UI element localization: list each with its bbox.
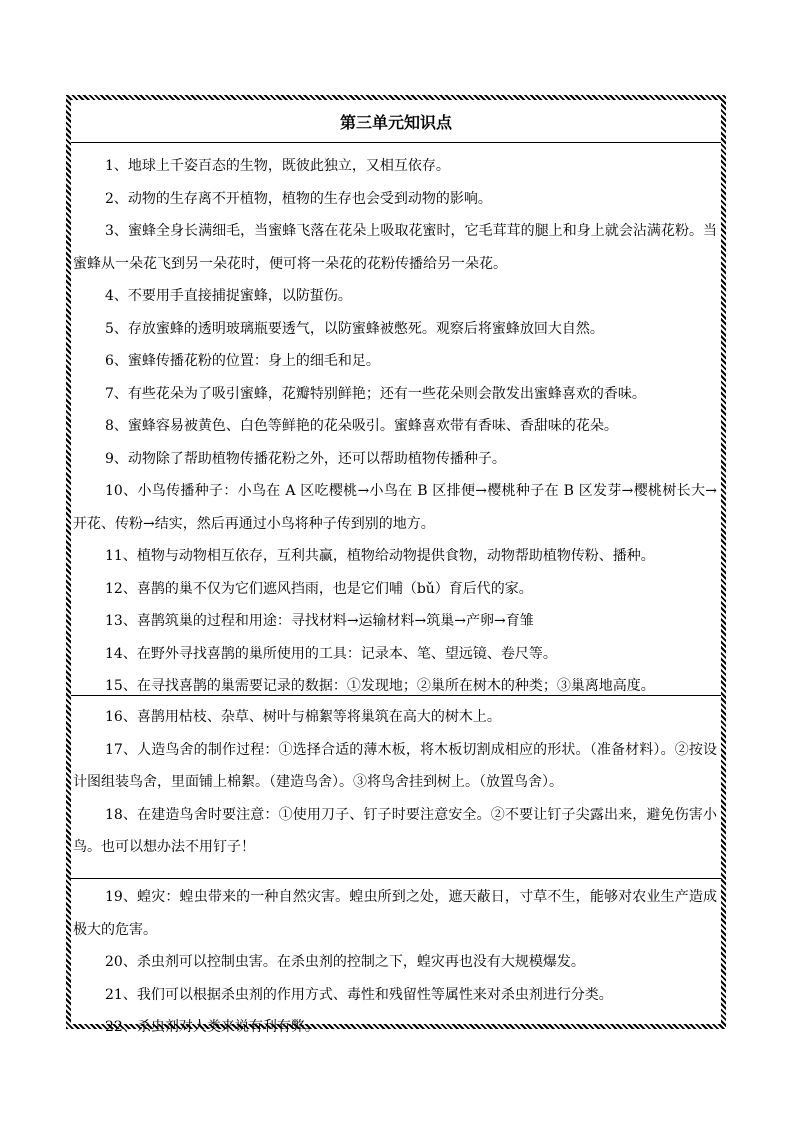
list-item: 2、动物的生存离不开植物，植物的生存也会受到动物的影响。 [105, 190, 492, 207]
section-1 [71, 150, 721, 696]
list-item: 11、植物与动物相互依存，互利共赢，植物给动物提供食物，动物帮助植物传粉、播种。 [105, 548, 655, 564]
list-item: 12、喜鹊的巢不仅为它们遮风挡雨，也是它们哺（bǔ）育后代的家。 [105, 580, 533, 597]
page-title: 第三单元知识点 [71, 100, 721, 143]
list-item: 5、存放蜜蜂的透明玻璃瓶要透气，以防蜜蜂被憋死。观察后将蜜蜂放回大自然。 [105, 320, 604, 337]
list-item: 1、地球上千姿百态的生物，既彼此独立，又相互依存。 [105, 158, 450, 174]
list-item: 3、蜜蜂全身长满细毛，当蜜蜂飞落在花朵上吸取花蜜时，它毛茸茸的腿上和身上就会沾满花粉。当蜜蜂从一朵花飞到另一朵花时，便可将一朵花的花粉传播给另一朵花。 [73, 223, 717, 272]
section-2 [71, 701, 721, 879]
list-item: 13、喜鹊筑巢的过程和用途：寻找材料→运输材料→筑巢→产卵→育雏 [105, 613, 534, 629]
list-item: 8、蜜蜂容易被黄色、白色等鲜艳的花朵吸引。蜜蜂喜欢带有香味、香甜味的花朵。 [105, 418, 618, 434]
list-item: 4、不要用手直接捕捉蜜蜂，以防蜇伤。 [105, 288, 352, 304]
knowledge-table [66, 95, 726, 1035]
list-item: 10、小鸟传播种子：小鸟在 A 区吃樱桃→小鸟在 B 区排便→樱桃种子在 B 区发芽→樱桃树长大→开花、传粉→结实，然后再通过小鸟将种子传到别的地方。 [73, 483, 717, 532]
list-item: 6、蜜蜂传播花粉的位置：身上的细毛和足。 [105, 353, 380, 369]
list-item: 16、喜鹊用枯枝、杂草、树叶与棉絮等将巢筑在高大的树木上。 [105, 709, 501, 725]
list-item: 15、在寻找喜鹊的巢需要记录的数据：①发现地；②巢所在树木的种类；③巢离地高度。 [105, 678, 655, 694]
list-item: 19、蝗灾：蝗虫带来的一种自然灾害。蝗虫所到之处，遮天蔽日，寸草不生，能够对农业生产造成极大的危害。 [73, 889, 717, 938]
list-item: 20、杀虫剂可以控制虫害。在杀虫剂的控制之下，蝗灾再也没有大规模爆发。 [105, 954, 585, 970]
list-item: 9、动物除了帮助植物传播花粉之外，还可以帮助植物传播种子。 [105, 450, 506, 467]
table-body [71, 143, 721, 1035]
list-item: 22、杀虫剂对人类来说有利有弊。 [105, 1019, 319, 1035]
list-item: 7、有些花朵为了吸引蜜蜂，花瓣特别鲜艳；还有一些花朵则会散发出蜜蜂喜欢的香味。 [105, 385, 646, 402]
list-item: 17、人造鸟舍的制作过程：①选择合适的薄木板，将木板切割成相应的形状。（准备材料）。②按设计图组装鸟舍，里面铺上棉絮。（建造鸟舍）。③将鸟舍挂到树上。（放置鸟舍）。 [73, 741, 717, 790]
list-item: 18、在建造鸟舍时要注意：①使用刀子、钉子时要注意安全。②不要让钉子尖露出来，避免伤害小鸟。也可以想办法不用钉子！ [73, 806, 717, 855]
section-3 [71, 881, 721, 1041]
list-item: 21、我们可以根据杀虫剂的作用方式、毒性和残留性等属性来对杀虫剂进行分类。 [105, 986, 613, 1003]
list-item: 14、在野外寻找喜鹊的巢所使用的工具：记录本、笔、望远镜、卷尺等。 [105, 645, 557, 662]
